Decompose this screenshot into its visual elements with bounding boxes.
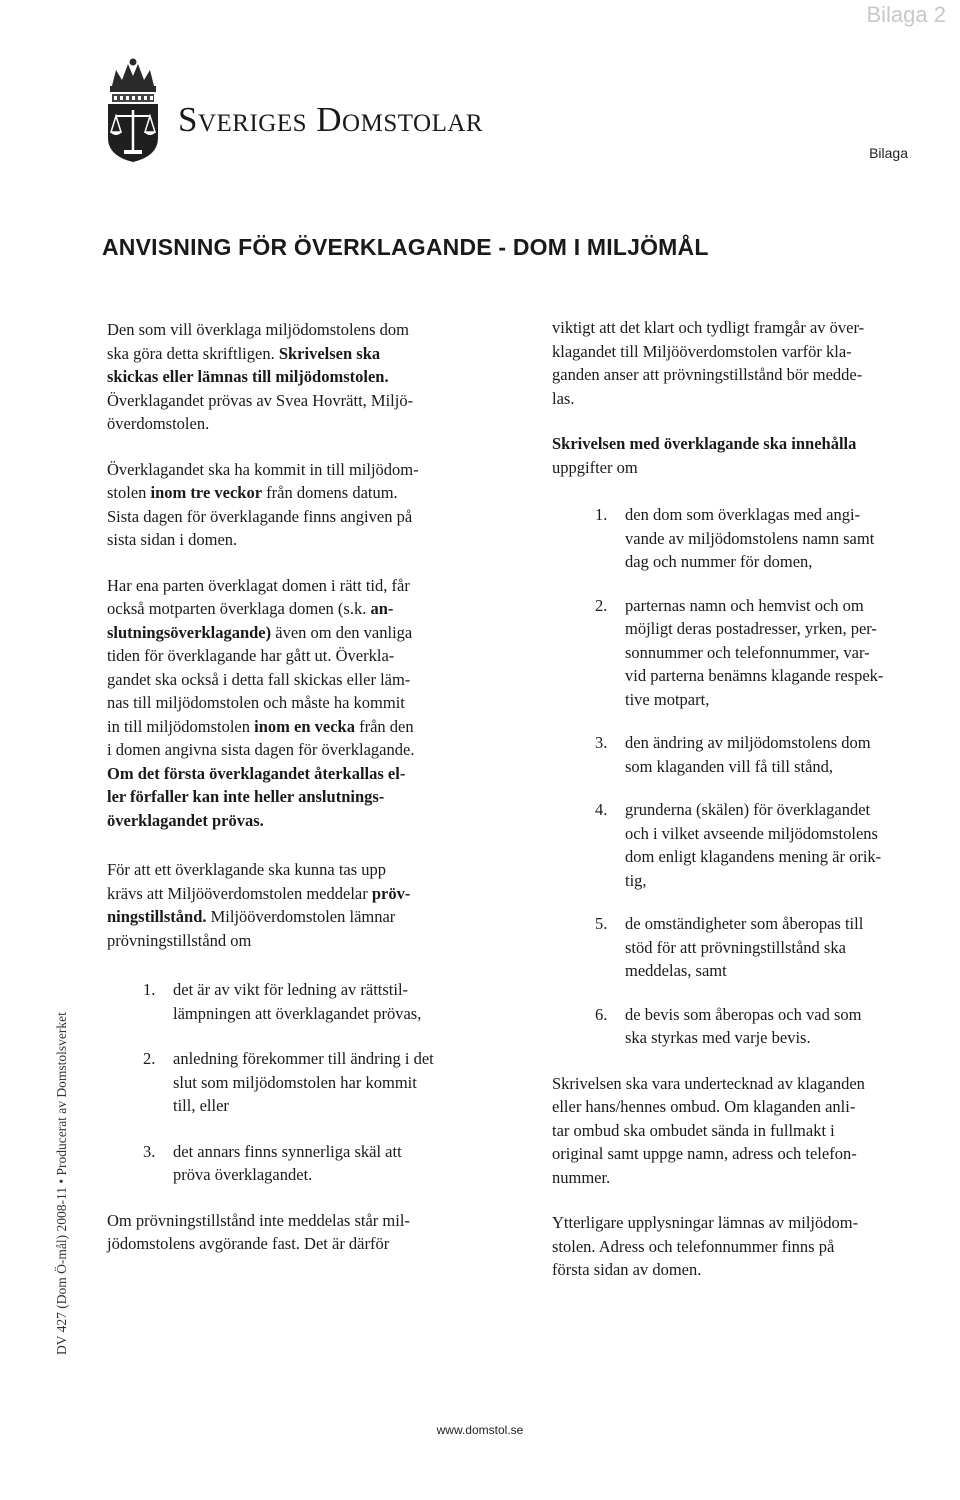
- right-paragraph-3: [552, 1072, 952, 1190]
- left-paragraph-5: [107, 1209, 499, 1256]
- list-item-text-line: parternas namn och hemvist och om: [625, 595, 864, 615]
- text-line: tiden för överklagande har gått ut. Överkla-: [107, 646, 395, 665]
- list-item-text-line: dom enligt klagandens mening är orik-: [625, 847, 882, 866]
- list-item-text-line: sonnummer och telefonnummer, var-: [625, 642, 870, 662]
- bold-text: inom tre veckor: [150, 483, 263, 502]
- list-item-number: 5.: [595, 914, 608, 933]
- text-line: eller hans/hennes ombud. Om klaganden anli-: [552, 1097, 856, 1116]
- list-item-text-line: anledning förekommer till ändring i det: [173, 1049, 434, 1068]
- text-line: las.: [552, 388, 575, 408]
- list-item-text-line: som klaganden vill få till stånd,: [625, 756, 834, 776]
- brand-name: Sveriges Domstolar: [178, 100, 484, 139]
- text-line: prövningstillstånd om: [107, 930, 252, 950]
- list-item-number: 3.: [595, 733, 608, 752]
- coat-of-arms-logo: [102, 56, 164, 164]
- right-paragraph-2: [552, 432, 952, 479]
- text-line: Den som vill överklaga miljödomstolens dom: [107, 320, 410, 339]
- list-item-text-line: tig,: [625, 870, 647, 890]
- list-item-number: 3.: [143, 1141, 156, 1161]
- left-paragraph-2: [107, 458, 499, 552]
- text-line: in till miljödomstolen inom en vecka från den: [107, 716, 414, 736]
- bold-text: Skrivelsen ska: [278, 343, 381, 363]
- list-item: [552, 798, 952, 892]
- list-item-text-line: och i vilket avseende miljödomstolens: [625, 823, 878, 843]
- left-paragraph-4: [107, 858, 499, 952]
- list-item: [552, 594, 952, 712]
- left-criteria-list: [107, 978, 499, 1187]
- right-column: [552, 316, 952, 1282]
- text-line: Sista dagen för överklagande finns angiven på: [107, 506, 413, 526]
- right-content-list: [552, 503, 952, 1050]
- list-item-number: 1.: [595, 505, 608, 524]
- list-item: [552, 731, 952, 778]
- list-item-text-line: det annars finns synnerliga skäl att: [173, 1141, 402, 1161]
- text-line: uppgifter om: [552, 457, 638, 477]
- list-item-number: 2.: [143, 1049, 156, 1068]
- left-paragraph-1: [107, 318, 499, 436]
- bilaga-label: Bilaga: [869, 145, 908, 161]
- bold-text: ningstillstånd.: [107, 907, 207, 926]
- text-line: klagandet till Miljööverdomstolen varför kla-: [552, 341, 852, 361]
- text-line: ganden anser att prövningstillstånd bör medde-: [552, 365, 863, 384]
- text-line: skickas eller lämnas till miljödomstolen.: [107, 367, 389, 386]
- list-item-text-line: de bevis som åberopas och vad som: [625, 1004, 862, 1024]
- document-title: ANVISNING FÖR ÖVERKLAGANDE - DOM I MILJÖMÅL: [102, 234, 709, 260]
- text-line: original samt uppge namn, adress och telefon-: [552, 1144, 857, 1163]
- list-item: [552, 912, 952, 983]
- text-line: i domen angivna sista dagen för överklagande.: [107, 740, 415, 759]
- list-item-text-line: stöd för att prövningstillstånd ska: [625, 937, 846, 957]
- right-paragraph-4: [552, 1211, 952, 1282]
- text-line: Överklagandet ska ha kommit in till miljödom-: [107, 459, 419, 479]
- text-line: stolen inom tre veckor från domens datum.: [107, 483, 398, 502]
- text-line: ska göra detta skriftligen. Skrivelsen ska: [107, 343, 381, 363]
- text-line: Om prövningstillstånd inte meddelas står mil-: [107, 1210, 410, 1230]
- text-line: överklagandet prövas.: [107, 810, 264, 830]
- list-item-number: 2.: [595, 595, 608, 615]
- text-line: Skrivelsen med överklagande ska innehålla: [552, 434, 857, 453]
- list-item-text-line: vande av miljödomstolens namn samt: [625, 528, 875, 548]
- text-line: gandet ska också i detta fall skickas eller läm-: [107, 669, 411, 689]
- text-line: tar ombud ska ombudet sända in fullmakt i: [552, 1120, 835, 1140]
- text-line: Om det första överklagandet återkallas el-: [107, 763, 406, 783]
- list-item-number: 4.: [595, 800, 608, 819]
- list-item-text-line: ska styrkas med varje bevis.: [625, 1028, 811, 1047]
- side-production-note: DV 427 (Dom Ö-mål) 2008-11 • Producerat av Domstolsverket: [54, 1012, 69, 1355]
- page-top-label: Bilaga 2: [866, 2, 946, 27]
- text-line: viktigt att det klart och tydligt framgår av över-: [552, 318, 865, 337]
- footer-website-url: www.domstol.se: [436, 1423, 524, 1437]
- text-line: Skrivelsen ska vara undertecknad av klaganden: [552, 1073, 865, 1093]
- text-line: första sidan av domen.: [552, 1260, 702, 1279]
- left-paragraph-3: [107, 574, 499, 833]
- list-item: [107, 978, 499, 1025]
- text-line: krävs att Miljööverdomstolen meddelar pröv-: [107, 883, 411, 903]
- list-item-text-line: de omständigheter som åberopas till: [625, 914, 864, 933]
- list-item-text-line: den dom som överklagas med angi-: [625, 505, 861, 524]
- bold-text: an-: [370, 599, 394, 618]
- list-item-text-line: grunderna (skälen) för överklagandet: [625, 800, 871, 819]
- list-item: [107, 1140, 499, 1187]
- text-line: sista sidan i domen.: [107, 530, 238, 549]
- list-item-text-line: till, eller: [173, 1096, 229, 1115]
- list-item-text-line: dag och nummer för domen,: [625, 552, 813, 571]
- text-line: nas till miljödomstolen och måste ha kommit: [107, 693, 405, 712]
- text-line: ningstillstånd. Miljööverdomstolen lämnar: [107, 907, 396, 926]
- text-line: Överklagandet prövas av Svea Hovrätt, Miljö-: [107, 390, 414, 410]
- bold-text: pröv-: [371, 883, 411, 903]
- list-item-number: 6.: [595, 1004, 608, 1024]
- bold-text: inom en vecka: [254, 716, 355, 736]
- text-line: överdomstolen.: [107, 414, 210, 433]
- list-item-text-line: den ändring av miljödomstolens dom: [625, 733, 871, 752]
- list-item: [552, 1003, 952, 1050]
- list-item-text-line: pröva överklagandet.: [173, 1165, 313, 1184]
- text-line: nummer.: [552, 1167, 611, 1187]
- text-line: För att ett överklagande ska kunna tas upp: [107, 860, 387, 879]
- text-line: också motparten överklaga domen (s.k. an-: [107, 599, 394, 618]
- left-column: [107, 318, 499, 1256]
- bold-text: slutningsöverklagande): [107, 622, 272, 642]
- text-line: Har ena parten överklagat domen i rätt tid, får: [107, 575, 410, 595]
- text-line: ler förfaller kan inte heller anslutnings-: [107, 787, 385, 806]
- list-item-text-line: lämpningen att överklagandet prövas,: [173, 1003, 422, 1023]
- text-line: jödomstolens avgörande fast. Det är därför: [107, 1234, 390, 1253]
- text-line: slutningsöverklagande) även om den vanliga: [107, 622, 413, 642]
- list-item-text-line: det är av vikt för ledning av rättstil-: [173, 980, 409, 999]
- list-item-number: 1.: [143, 980, 156, 999]
- list-item-text-line: vid parterna benämns klagande respek-: [625, 666, 884, 685]
- text-line: Ytterligare upplysningar lämnas av miljödom-: [552, 1213, 859, 1232]
- right-paragraph-1: [552, 316, 952, 410]
- list-item-text-line: tive motpart,: [625, 689, 710, 709]
- list-item: [552, 503, 952, 574]
- list-item: [107, 1047, 499, 1118]
- list-item-text-line: meddelas, samt: [625, 961, 727, 980]
- text-line: [107, 344, 380, 363]
- text-line: stolen. Adress och telefonnummer finns på: [552, 1236, 835, 1256]
- list-item-text-line: slut som miljödomstolen har kommit: [173, 1072, 417, 1092]
- list-item-text-line: möjligt deras postadresser, yrken, per-: [625, 619, 877, 638]
